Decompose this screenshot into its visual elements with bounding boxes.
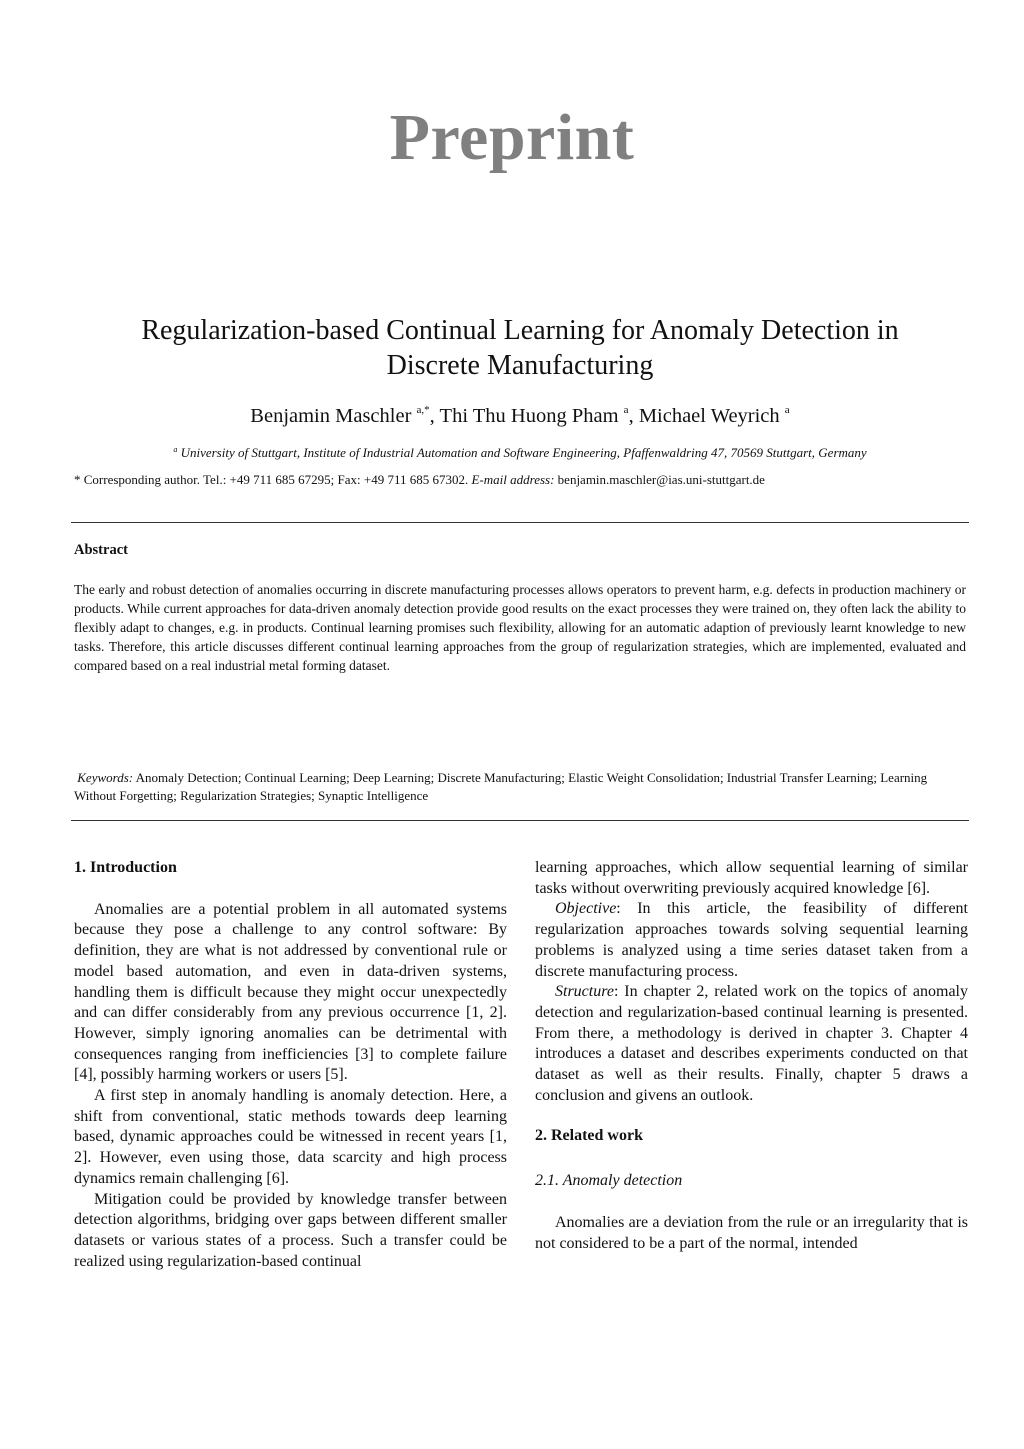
preprint-watermark: Preprint: [389, 101, 635, 174]
related-work-heading: 2. Related work: [535, 1127, 643, 1145]
corresponding-text: * Corresponding author. Tel.: +49 711 685 67295; Fax: +49 711 685 67302.: [74, 472, 469, 487]
abstract-heading: Abstract: [74, 542, 128, 558]
left-column: [74, 858, 507, 1272]
affiliation: [0, 445, 1024, 461]
anomaly-detection-subheading: 2.1. Anomaly detection: [535, 1172, 683, 1190]
intro-heading: 1. Introduction: [74, 859, 177, 876]
keywords-text: Anomaly Detection; Continual Learning; Deep Learning; Discrete Manufacturing; Elastic Weight Consolidation; Industrial Transfer Learning; Learning Without Forgetting; Regularization Strategies; Synaptic Intelligence: [74, 770, 928, 803]
paper-title: [0, 313, 1024, 383]
corresponding-author: [74, 472, 765, 488]
paper-title-line-2: Discrete Manufacturing: [386, 350, 654, 381]
author-3-sup: a: [784, 404, 790, 416]
keywords-label: Keywords:: [77, 770, 134, 785]
email-label: E-mail address:: [471, 472, 555, 487]
anomaly-detection-paragraph: Anomalies are a deviation from the rule or an irregularity that is not considered to be a part of the normal, intended: [535, 1213, 968, 1252]
objective-label: Objective: [555, 900, 617, 918]
intro-paragraph-3: Mitigation could be provided by knowledge transfer between detection algorithms, bridging over gaps between different smaller datasets or various states of a process. Such a transfer could be realized using regularization-based continual: [74, 1190, 507, 1270]
author-2-sup: a: [623, 404, 629, 416]
keywords: [74, 769, 966, 805]
continued-paragraph: learning approaches, which allow sequential learning of similar tasks without overwriting previously acquired knowledge [6].: [535, 859, 968, 897]
intro-paragraph-1: Anomalies are a potential problem in all automated systems because they pose a challenge to any control software: By definition, they are what is not addressed by conventional rule or model based automation, and even in data-driven systems, handling them is difficult because they might occur unexpectedly and can differ considerably from any previous occurrence [1, 2]. However, simply ignoring anomalies can be detrimental with consequences ranging from inefficiencies [3] to complete failure [4], possibly harming workers or users [5].: [74, 900, 507, 1084]
email-address: benjamin.maschler@ias.uni-stuttgart.de: [557, 472, 765, 487]
author-2: , Thi Thu Huong Pham: [429, 405, 619, 427]
author-1-sup: a,*: [416, 404, 430, 416]
affiliation-text: University of Stuttgart, Institute of Industrial Automation and Software Engineering, Pfaffenwaldring 47, 70569 Stuttgart, Germany: [180, 445, 867, 460]
author-list: [0, 404, 1024, 428]
paper-title-line-1: Regularization-based Continual Learning for Anomaly Detection in: [141, 315, 899, 346]
intro-paragraph-2: A first step in anomaly handling is anomaly detection. Here, a shift from conventional, static methods towards deep learning based, dynamic approaches could be witnessed in recent years [1, 2]. However, even using those, data scarcity and high process dynamics remain challenging [6].: [74, 1087, 507, 1187]
structure-text: : In chapter 2, related work on the topics of anomaly detection and regularization-based continual learning is presented. From there, a methodology is derived in chapter 3. Chapter 4 introduces a dataset and describes experiments conducted on that dataset as well as their results. Finally, chapter 5 draws a conclusion and givens an outlook.: [535, 983, 968, 1104]
author-1: Benjamin Maschler: [250, 405, 412, 427]
objective-paragraph: [535, 899, 968, 982]
affiliation-sup: a: [173, 445, 178, 454]
objective-text: : In this article, the feasibility of different regularization approaches towards solving sequential learning problems is analyzed using a time series dataset taken from a discrete manufacturing process.: [535, 900, 968, 980]
author-3: , Michael Weyrich: [628, 405, 780, 427]
bottom-divider: [71, 820, 969, 821]
abstract-text: The early and robust detection of anomalies occurring in discrete manufacturing processes allows operators to prevent harm, e.g. defects in production machinery or products. While current approaches for data-driven anomaly detection provide good results on the exact processes they were trained on, they often lack the ability to flexibly adapt to changes, e.g. in products. Continual learning promises such flexibility, allowing for an automatic adaption of previously learnt knowledge to new tasks. Therefore, this article discusses different continual learning approaches from the group of regularization strategies, which are implemented, evaluated and compared based on a real industrial metal forming dataset.: [74, 582, 966, 673]
structure-label: Structure: [555, 983, 614, 1001]
structure-paragraph: [535, 982, 968, 1106]
right-column: [535, 858, 968, 1254]
top-divider: [71, 522, 969, 523]
